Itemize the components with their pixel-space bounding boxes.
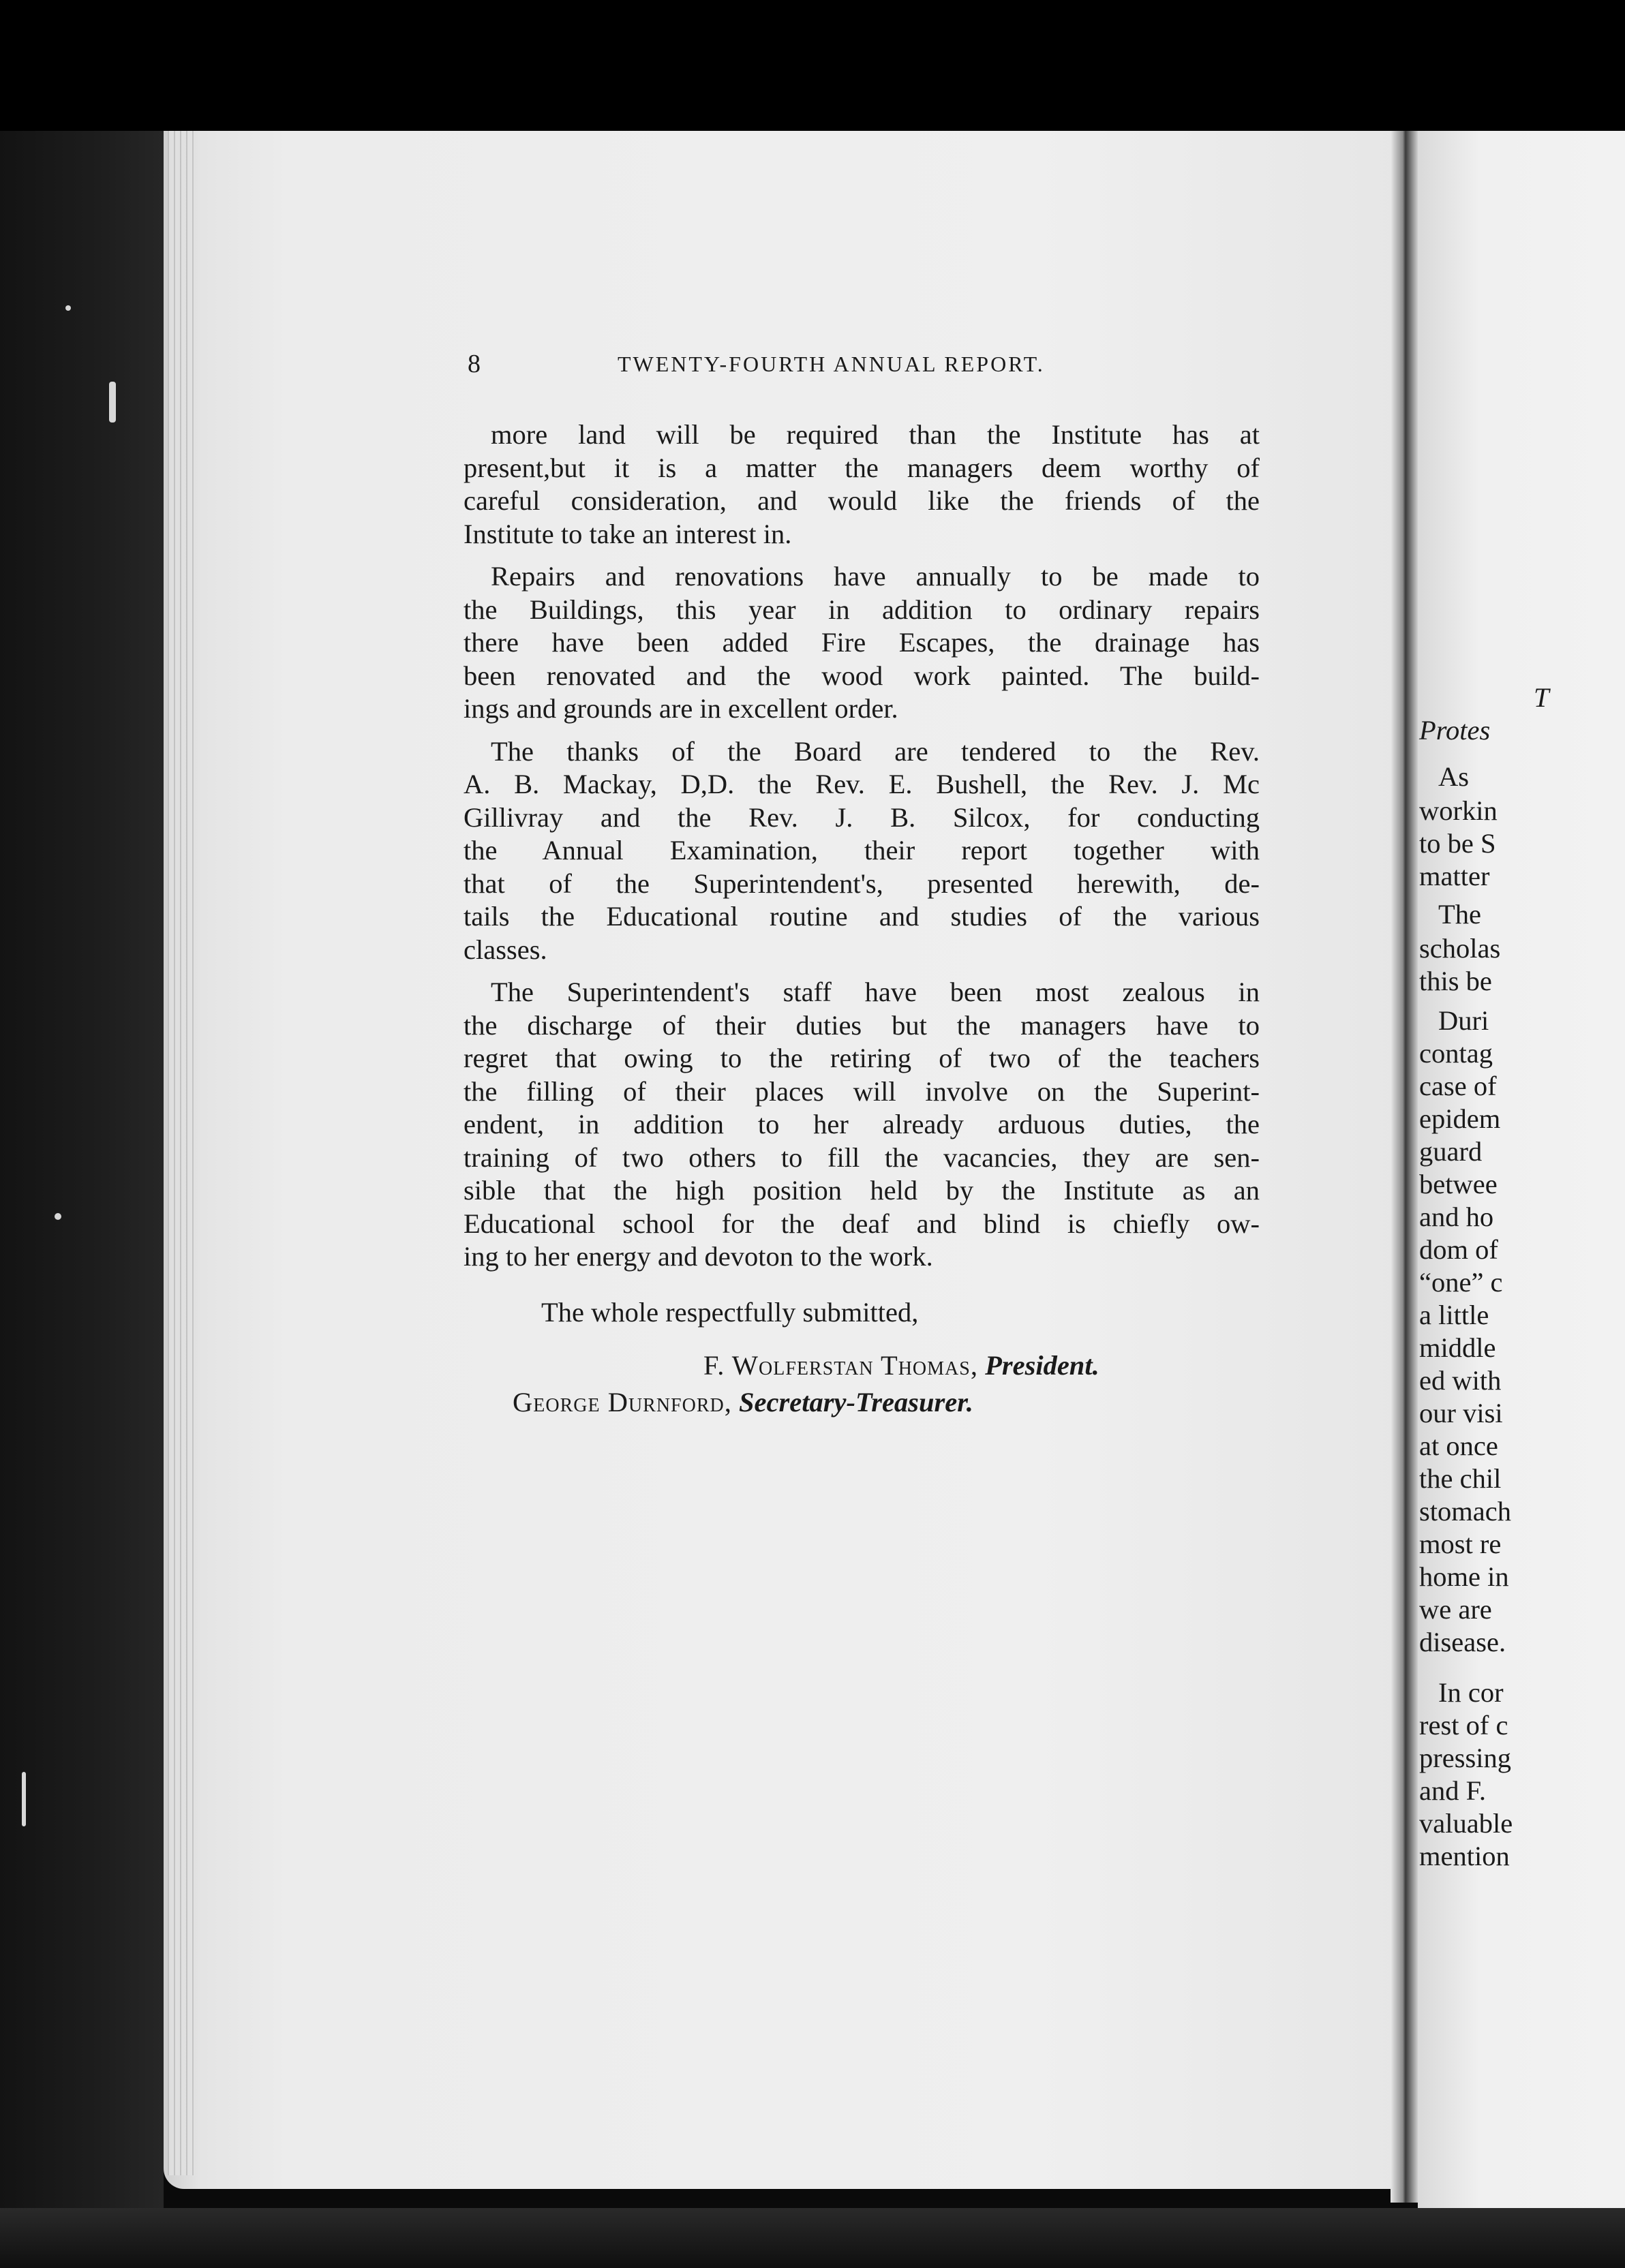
right-page-line: and F.: [1419, 1775, 1487, 1806]
bottom-scan-border: [0, 2208, 1625, 2268]
right-page-line: our visi: [1419, 1398, 1503, 1428]
right-page-line: workin: [1419, 795, 1498, 826]
right-page-line: mention: [1419, 1841, 1510, 1871]
text-line: regret that owing to the retiring of two of the teachers: [464, 1043, 1260, 1073]
president-signature: [703, 1349, 1099, 1381]
secretary-name: George Durnford,: [513, 1387, 732, 1418]
secretary-signature: [513, 1386, 973, 1418]
right-page-line: ed with: [1419, 1365, 1502, 1396]
text-line: A. B. Mackay, D,D. the Rev. E. Bushell, the Rev. J. Mc: [464, 769, 1260, 799]
body-text: [464, 418, 1260, 1274]
text-line: Educational school for the deaf and blind is chiefly ow-: [464, 1208, 1260, 1239]
text-line: the Buildings, this year in addition to ordinary repairs: [464, 594, 1260, 625]
paragraph: [464, 976, 1260, 1274]
dust-speck: [65, 305, 71, 311]
text-line: endent, in addition to her already arduous duties, the: [464, 1109, 1260, 1139]
text-line: classes.: [464, 934, 547, 965]
right-page-line: at once: [1419, 1430, 1498, 1461]
text-line: ings and grounds are in excellent order.: [464, 693, 898, 724]
text-line: been renovated and the wood work painted. The build-: [464, 660, 1260, 691]
text-line: Gillivray and the Rev. J. B. Silcox, for conducting: [464, 801, 1260, 833]
paragraph-gap: [464, 726, 1260, 735]
right-page-line: to be S: [1419, 828, 1496, 859]
header-title: TWENTY-FOURTH ANNUAL REPORT.: [618, 352, 1045, 376]
right-page-line: middle: [1419, 1332, 1496, 1363]
paragraph: [464, 418, 1260, 551]
right-page-line: betwee: [1419, 1169, 1498, 1199]
right-page-line: Duri: [1438, 1005, 1489, 1036]
text-line: training of two others to fill the vacancies, they are sen-: [464, 1141, 1260, 1173]
paragraph-gap: [464, 551, 1260, 560]
text-line: Repairs and renovations have annually to be made to: [491, 561, 1260, 592]
right-page-line: Protes: [1419, 715, 1491, 746]
text-line: the Annual Examination, their report together with: [464, 835, 1260, 865]
paragraph-gap: [464, 966, 1260, 976]
text-line: that of the Superintendent's, presented herewith, de-: [464, 868, 1260, 899]
right-page-line: valuable: [1419, 1808, 1513, 1839]
text-line: sible that the high position held by the Institute as an: [464, 1175, 1260, 1206]
dust-speck: [109, 382, 116, 423]
right-page-line: pressing: [1419, 1743, 1511, 1773]
right-page-line: scholas: [1419, 933, 1501, 964]
right-page-line: disease.: [1419, 1627, 1506, 1657]
secretary-title: Secretary-Treasurer.: [739, 1387, 973, 1418]
right-page-line: rest of c: [1419, 1710, 1508, 1741]
book-gutter: [1391, 131, 1418, 2203]
right-page-line: the chil: [1419, 1463, 1502, 1494]
president-name: F. Wolferstan Thomas,: [703, 1350, 978, 1381]
text-line: careful consideration, and would like the friends of the: [464, 485, 1260, 516]
right-page-line: most re: [1419, 1529, 1502, 1559]
right-page-line: case of: [1419, 1071, 1497, 1101]
page-edge-stack: [168, 131, 195, 2175]
right-page-line: “one” c: [1419, 1267, 1503, 1298]
dust-speck: [55, 1213, 61, 1220]
right-page-line: matter: [1419, 861, 1490, 891]
dust-speck: [22, 1772, 26, 1826]
right-page-line: contag: [1419, 1038, 1493, 1069]
text-line: present,but it is a matter the managers deem worthy of: [464, 452, 1260, 483]
text-line: the filling of their places will involve on the Superint-: [464, 1075, 1260, 1107]
right-page-line: As: [1438, 761, 1470, 792]
right-page-line: we are: [1419, 1594, 1492, 1625]
top-scan-border: [0, 0, 1625, 131]
text-line: ing to her energy and devoton to the work.: [464, 1241, 933, 1272]
text-line: there have been added Fire Escapes, the drainage has: [464, 627, 1260, 658]
left-scan-border: [0, 131, 164, 2268]
text-line: Institute to take an interest in.: [464, 518, 792, 549]
right-page-line: guard: [1419, 1136, 1483, 1167]
paragraph: [464, 735, 1260, 967]
right-page-line: dom of: [1419, 1234, 1498, 1265]
paragraph: [464, 560, 1260, 726]
text-line: The thanks of the Board are tendered to the Rev.: [491, 735, 1260, 767]
text-line: The Superintendent's staff have been most zealous in: [491, 977, 1260, 1007]
right-page-line: this be: [1419, 966, 1492, 996]
right-page-line: In cor: [1438, 1677, 1504, 1708]
closing-line: The whole respectfully submitted,: [541, 1297, 919, 1328]
running-head: [468, 349, 1279, 390]
right-page-line: a little: [1419, 1300, 1489, 1330]
right-page-line: The: [1438, 899, 1481, 930]
right-page-line: epidem: [1419, 1103, 1501, 1134]
president-title: President.: [985, 1350, 1099, 1381]
right-page-line: stomach: [1419, 1496, 1511, 1527]
page-number: 8: [468, 350, 481, 378]
right-page-line: home in: [1419, 1561, 1509, 1592]
text-line: more land will be required than the Institute has at: [491, 419, 1260, 450]
right-page-line: and ho: [1419, 1201, 1494, 1232]
right-page-line: T: [1534, 682, 1549, 713]
text-line: the discharge of their duties but the managers have to: [464, 1009, 1260, 1041]
text-line: tails the Educational routine and studies of the various: [464, 901, 1260, 932]
